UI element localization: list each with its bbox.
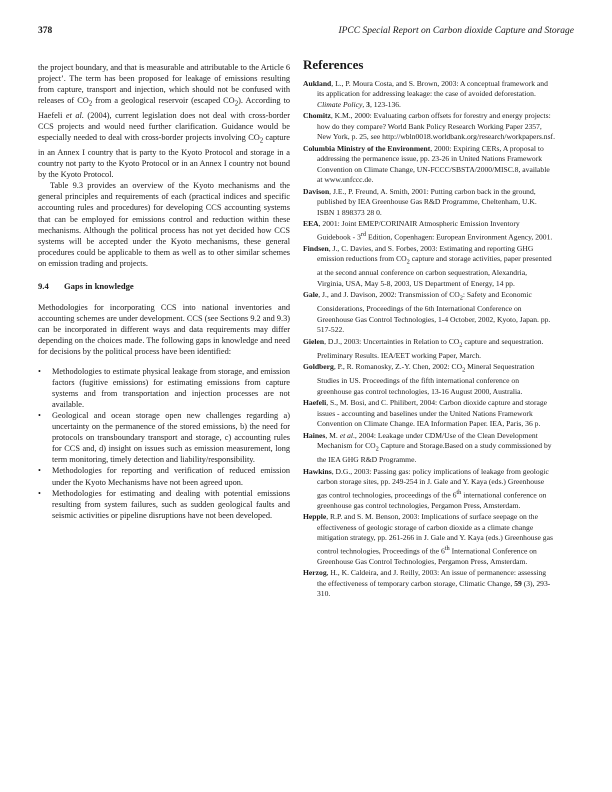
- reference-entry: Haines, M. et al., 2004: Leakage under CDM/Use of the Clean Development Mechanism for $CO_2$ Capture and Storage.Based on a study commissioned by the IEA GHG R&D Programme.: [303, 430, 552, 465]
- reference-entry: Davison, J.E., P. Freund, A. Smith, 2001: Putting carbon back in the ground, published by IEA Greenhouse Gas R&D Programme, Cheltenham, U.K. ISBN 1 898373 28 0.: [303, 186, 537, 217]
- reference-entry: Hawkins, D.G., 2003: Passing gas: policy implications of leakage from geologic carbon storage sites, pp. 249-254 in J. Gale and Y. Kaya (eds.) Greenhouse gas control technologies, proceedings of the 6th international conference on greenhouse gas control technologies, Pergamon Press, Amsterdam.: [303, 466, 549, 510]
- reference-entry: Gielen, D.J., 2003: Uncertainties in Relation to $CO_2$ capture and sequestration. Preliminary Results. IEA/EET working Paper, March.: [303, 336, 544, 360]
- reference-entry: Gale, J., and J. Davison, 2002: Transmission of $CO_2$: Safety and Economic Considerations, Proceedings of the 6th International Conference on Greenhouse Gas Control Technologies, 1-4 October, 2002, Kyoto, Japan. pp. 517-522.: [303, 290, 551, 335]
- reference-entry: Aukland, L., P. Moura Costa, and S. Brown, 2003: A conceptual framework and its application for addressing leakage: the case of avoided deforestation. Climate Policy, 3, 123-136.: [303, 78, 548, 109]
- running-title: IPCC Special Report on Carbon dioxide Capture and Storage: [338, 26, 574, 36]
- bullet-icon: •: [38, 366, 41, 376]
- reference-entry: Findsen, J., C. Davies, and S. Forbes, 2003: Estimating and reporting GHG emission reductions from $CO_2$ capture and storage activities, paper presented at the second annual conference on carbon sequestration, Alexandria, Virginia, USA, May 5-8, 2003, US Department of Energy, 14 pp.: [303, 243, 552, 288]
- reference-entry: Columbia Ministry of the Environment, 2000: Expiring CERs, A proposal to addressing the permanence issue, pp. 23-26 in United Nations Framework Convention on Climate Change, UN-FCCC/SBSTA/2000/MISC.8, available at www.unfccc.de.: [303, 143, 550, 184]
- running-header: [38, 26, 574, 40]
- reference-entry: Haefeli, S., M. Bosi, and C. Philibert, 2004: Carbon dioxide capture and storage issues - accounting and baselines under the United Nations Framework Convention on Climate Change. IEA Information Paper. IEA, Paris, 36 p.: [303, 398, 548, 429]
- references-heading: References: [303, 57, 364, 72]
- section-heading: [38, 281, 290, 292]
- reference-entry: Chomitz, K.M., 2000: Evaluating carbon offsets for forestry and energy projects: how do they compare? World Bank Policy Research Working Paper 2357, New York, p. 25, see http://wbln0018.worldbank.org/research/workpapers.nsf.: [303, 111, 555, 141]
- left-column: [38, 62, 290, 521]
- paragraph-kyoto-mechanisms: Table 9.3 provides an overview of the Kyoto mechanisms and the general principles and requirements of each (practical indices and specific accounting rules and procedures) for developing CCS accounting systems that can be employed for emissions control and reduction within these mechanisms. Although the political process has not yet decided how CCS systems will be accepted under the Kyoto mechanisms, these general procedures could be applicable to them as well as to other similar schemes on emission trading and projects.: [38, 181, 290, 268]
- list-item: • Geological and ocean storage open new challenges regarding a) uncertainty on the permanence of the stored emissions, b) the need for protocols on transboundary transport and storage, c) accounting rules for CCS and, d) insight on issues such as emission measurement, long term monitoring, timely detection and liability/responsibility.: [38, 410, 290, 465]
- page-number: 378: [38, 26, 53, 36]
- section-title: Gaps in knowledge: [64, 281, 134, 291]
- reference-entry: Herzog, H., K. Caldeira, and J. Reilly, 2003: An issue of permanence: assessing the effectiveness of temporary carbon storage, Climatic Change, 59 (3), 293-310.: [303, 568, 551, 599]
- reference-entry: EEA, 2001: Joint EMEP/CORINAIR Atmospheric Emission Inventory Guidebook - 3rd Edition, Copenhagen: European Environment Agency, 2001.: [303, 219, 553, 242]
- gaps-bullet-list: [38, 366, 290, 521]
- bullet-icon: •: [38, 466, 41, 476]
- list-item: • Methodologies to estimate physical leakage from storage, and emission factors (fugitive emissions) for estimating emissions from capture systems and from transportation and injection processes are not available.: [38, 366, 290, 409]
- paragraph-gaps: Methodologies for incorporating CCS into national inventories and accounting schemes are under development. CCS (see Sections 9.2 and 9.3) can be incorporated in different ways and data requirements may differ depending on the choices made. The following gaps in knowledge and need for decisions by the political process have been identified:: [38, 303, 290, 357]
- list-item: • Methodologies for reporting and verification of reduced emission under the Kyoto Mechanisms have not been agreed upon.: [38, 466, 290, 487]
- section-number: 9.4: [38, 281, 49, 291]
- bullet-icon: •: [38, 488, 41, 498]
- list-item: • Methodologies for estimating and dealing with potential emissions resulting from system failures, such as sudden geological faults and seismic activities or pipeline disruptions have not been developed.: [38, 488, 290, 520]
- paragraph-leakage: the project boundary, and that is measurable and attributable to the Article 6 project’. The term has been proposed for leakage of emissions resulting from capture, transport and injection, which should not be confused with releases of $CO_2$ from a geological reservoir (escaped $CO_2$). According to Haefeli et al. (2004), current legislation does not deal with cross-border CCS projects and would need further clarification. Guidance would be especially needed to deal with cross-border projects involving $CO_2$ capture in an Annex I country that is party to the Kyoto Protocol and storage in a country not party to the Kyoto Protocol or in an Annex I country not bound by the Kyoto Protocol.: [38, 63, 291, 180]
- references-column: [303, 57, 555, 601]
- bullet-icon: •: [38, 410, 41, 420]
- reference-entry: Goldberg, P., R. Romanosky, Z.-Y. Chen, 2002: $CO_2$ Mineral Sequestration Studies in US. Proceedings of the fifth international conference on greenhouse gas control technologies, 13-16 August 2000, Australia.: [303, 362, 535, 396]
- reference-entry: Hepple, R.P. and S. M. Benson, 2003: Implications of surface seepage on the effectiveness of geologic storage of carbon dioxide as a climate change mitigation strategy, pp. 261-266 in J. Gale and Y. Kaya (eds.) Greenhouse gas control technologies, Proceedings of the 6th International Conference on Greenhouse Gas Control Technologies, Pergamon Press, Amsterdam.: [303, 512, 553, 566]
